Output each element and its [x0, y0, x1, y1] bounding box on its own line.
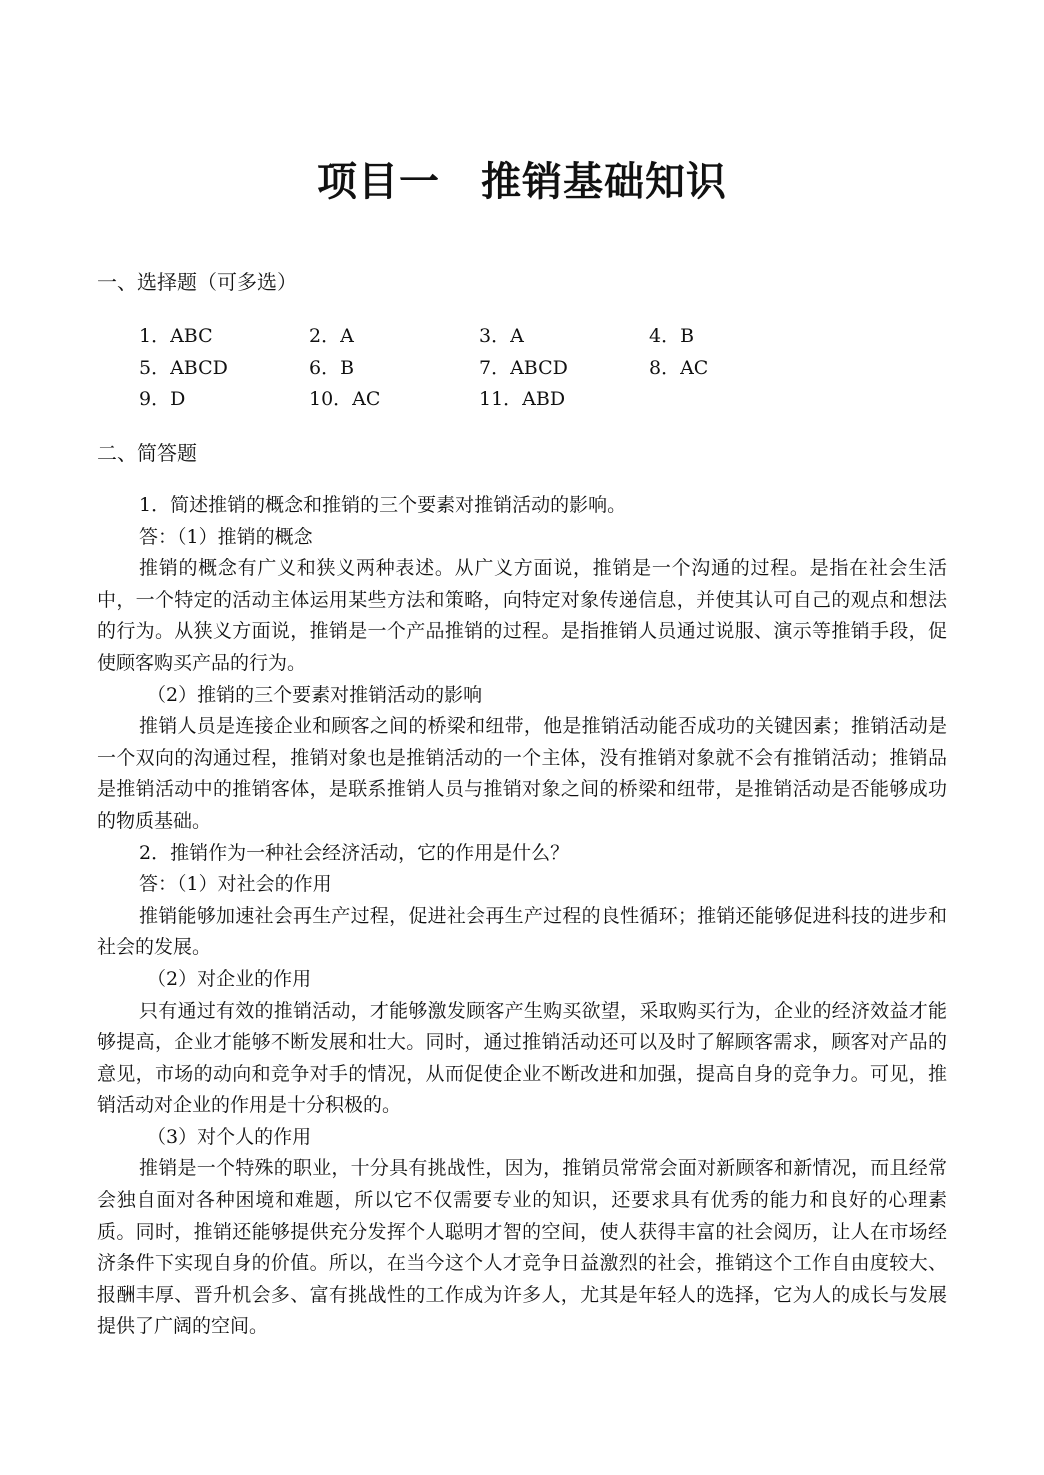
- short-answer-body: [97, 490, 947, 1343]
- section-heading-short-answer: 二、简答题: [97, 441, 197, 465]
- answer-paragraph: 推销的概念有广义和狭义两种表述。从广义方面说，推销是一个沟通的过程。是指在社会生活中，一个特定的活动主体运用某些方法和策略，向特定对象传递信息，并使其认可自己的观点和想法的行为。从狭义方面说，推销是一个产品推销的过程。是指推销人员通过说服、演示等推销手段，促使顾客购买产品的行为。: [97, 557, 947, 674]
- answer-item: 2．A: [309, 325, 354, 347]
- answer-paragraph: 推销人员是连接企业和顾客之间的桥梁和纽带，他是推销活动能否成功的关键因素；推销活动是一个双向的沟通过程，推销对象也是推销活动的一个主体，没有推销对象就不会有推销活动；推销品是推销活动中的推销客体，是联系推销人员与推销对象之间的桥梁和纽带，是推销活动是否能够成功的物质基础。: [97, 715, 947, 832]
- answer-item: 1．ABC: [139, 325, 213, 347]
- page-title: 项目一 推销基础知识: [317, 159, 727, 205]
- section-heading-choice: 一、选择题（可多选）: [97, 270, 297, 294]
- answer-item: 7．ABCD: [479, 356, 568, 379]
- answer-row: [139, 321, 839, 353]
- answer-paragraph: 只有通过有效的推销活动，才能够激发顾客产生购买欲望，采取购买行为，企业的经济效益才能够提高，企业才能够不断发展和壮大。同时，通过推销活动还可以及时了解顾客需求，顾客对产品的意见，市场的动向和竞争对手的情况，从而促使企业不断改进和加强，提高自身的竞争力。可见，推销活动对企业的作用是十分积极的。: [97, 999, 947, 1117]
- answer-item: 10．AC: [309, 388, 381, 410]
- answer-item: [649, 384, 819, 416]
- answer-label: （2）对企业的作用: [147, 967, 312, 990]
- answer-label: 答：（1）对社会的作用: [139, 873, 332, 896]
- answer-item: 6．B: [309, 356, 355, 379]
- question-2: 2．推销作为一种社会经济活动，它的作用是什么？: [139, 841, 570, 864]
- answer-item: 3．A: [479, 325, 524, 347]
- answer-row: [139, 353, 839, 385]
- answer-item: 11．ABD: [479, 388, 566, 410]
- answer-item: 4．B: [649, 325, 695, 347]
- answer-grid: [139, 321, 839, 416]
- question-1: 1．简述推销的概念和推销的三个要素对推销活动的影响。: [139, 494, 627, 516]
- answer-item: 9．D: [139, 388, 186, 410]
- answer-item: 8．AC: [649, 356, 709, 379]
- answer-paragraph: 推销是一个特殊的职业，十分具有挑战性，因为，推销员常常会面对新顾客和新情况，而且经常会独自面对各种困境和难题，所以它不仅需要专业的知识，还要求具有优秀的能力和良好的心理素质。同时，推销还能够提供充分发挥个人聪明才智的空间，使人获得丰富的社会阅历，让人在市场经济条件下实现自身的价值。所以，在当今这个人才竞争日益激烈的社会，推销这个工作自由度较大、报酬丰厚、晋升机会多、富有挑战性的工作成为许多人，尤其是年轻人的选择，它为人的成长与发展提供了广阔的空间。: [97, 1157, 947, 1338]
- answer-label: （3）对个人的作用: [147, 1125, 312, 1148]
- answer-label: 答：（1）推销的概念: [139, 525, 313, 548]
- answer-item: 5．ABCD: [139, 356, 228, 379]
- answer-label: （2）推销的三个要素对推销活动的影响: [147, 683, 483, 706]
- answer-paragraph: 推销能够加速社会再生产过程，促进社会再生产过程的良性循环；推销还能够促进科技的进步和社会的发展。: [97, 904, 947, 959]
- answer-row: [139, 384, 839, 416]
